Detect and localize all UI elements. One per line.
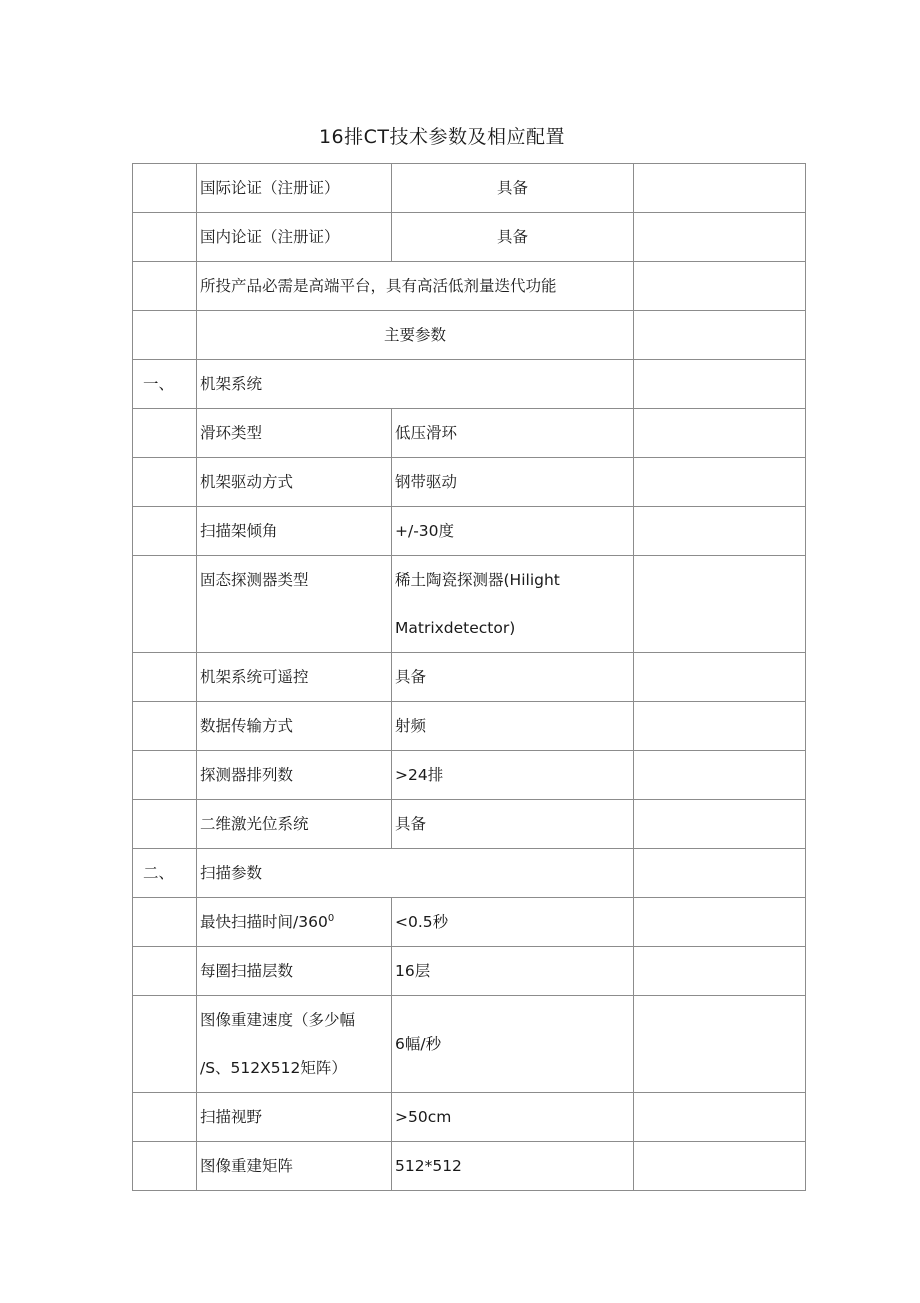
- value-cell: 钢带驱动: [392, 458, 634, 507]
- remark-cell: [634, 849, 806, 898]
- value-cell: 512*512: [392, 1142, 634, 1191]
- section-number: 二、: [133, 849, 197, 898]
- item-cell: [197, 996, 392, 1093]
- value-line: 稀土陶瓷探测器(Hilight: [395, 571, 560, 589]
- table-row: [133, 800, 806, 849]
- item-cell: 国际论证（注册证）: [197, 164, 392, 213]
- index-cell: [133, 702, 197, 751]
- section-heading: 主要参数: [197, 311, 634, 360]
- index-cell: [133, 996, 197, 1093]
- remark-cell: [634, 164, 806, 213]
- index-cell: [133, 1093, 197, 1142]
- index-cell: [133, 556, 197, 653]
- table-row: [133, 213, 806, 262]
- item-cell: 国内论证（注册证）: [197, 213, 392, 262]
- value-cell: 6幅/秒: [392, 996, 634, 1093]
- remark-cell: [634, 507, 806, 556]
- section-number: 一、: [133, 360, 197, 409]
- remark-cell: [634, 653, 806, 702]
- item-cell: 扫描视野: [197, 1093, 392, 1142]
- remark-cell: [634, 1142, 806, 1191]
- remark-cell: [634, 262, 806, 311]
- table-row: [133, 653, 806, 702]
- remark-cell: [634, 898, 806, 947]
- table-row: [133, 556, 806, 653]
- item-cell: 滑环类型: [197, 409, 392, 458]
- table-row: [133, 507, 806, 556]
- item-line: /S、512X512矩阵）: [200, 1059, 347, 1077]
- table-row: [133, 702, 806, 751]
- item-cell: [197, 898, 392, 947]
- section-title: 扫描参数: [197, 849, 634, 898]
- index-cell: [133, 507, 197, 556]
- item-cell: 图像重建矩阵: [197, 1142, 392, 1191]
- remark-cell: [634, 360, 806, 409]
- table-row: [133, 996, 806, 1093]
- index-cell: [133, 409, 197, 458]
- value-cell: 低压滑环: [392, 409, 634, 458]
- table-row: [133, 262, 806, 311]
- index-cell: [133, 898, 197, 947]
- index-cell: [133, 164, 197, 213]
- value-line: Matrixdetector): [395, 619, 516, 637]
- item-cell: 探测器排列数: [197, 751, 392, 800]
- value-cell: 16层: [392, 947, 634, 996]
- value-cell: 具备: [392, 800, 634, 849]
- remark-cell: [634, 800, 806, 849]
- table-row: [133, 458, 806, 507]
- remark-cell: [634, 311, 806, 360]
- table-row: [133, 164, 806, 213]
- remark-cell: [634, 702, 806, 751]
- index-cell: [133, 947, 197, 996]
- value-cell: 具备: [392, 164, 634, 213]
- index-cell: [133, 262, 197, 311]
- remark-cell: [634, 1093, 806, 1142]
- value-cell: [392, 556, 634, 653]
- table-row: [133, 1093, 806, 1142]
- item-cell: 机架系统可遥控: [197, 653, 392, 702]
- value-cell: 射频: [392, 702, 634, 751]
- value-cell: +/-30度: [392, 507, 634, 556]
- table-row: [133, 311, 806, 360]
- index-cell: [133, 1142, 197, 1191]
- item-cell: 数据传输方式: [197, 702, 392, 751]
- value-cell: 具备: [392, 213, 634, 262]
- table-row: [133, 898, 806, 947]
- index-cell: [133, 800, 197, 849]
- item-cell: 扫描架倾角: [197, 507, 392, 556]
- value-cell: >50cm: [392, 1093, 634, 1142]
- item-cell: 机架驱动方式: [197, 458, 392, 507]
- index-cell: [133, 311, 197, 360]
- degree-superscript: 0: [327, 912, 335, 924]
- item-cell: 二维激光位系统: [197, 800, 392, 849]
- index-cell: [133, 751, 197, 800]
- remark-cell: [634, 947, 806, 996]
- remark-cell: [634, 458, 806, 507]
- table-row: [133, 751, 806, 800]
- item-text: 最快扫描时间/360: [200, 913, 328, 931]
- value-cell: <0.5秒: [392, 898, 634, 947]
- page-title: 16排CT技术参数及相应配置: [318, 126, 566, 148]
- remark-cell: [634, 556, 806, 653]
- remark-cell: [634, 213, 806, 262]
- requirement-cell: 所投产品必需是高端平台，具有高活低剂量迭代功能: [197, 262, 634, 311]
- table-row: [133, 409, 806, 458]
- index-cell: [133, 653, 197, 702]
- remark-cell: [634, 409, 806, 458]
- table-row: [133, 1142, 806, 1191]
- index-cell: [133, 458, 197, 507]
- table-row: [133, 360, 806, 409]
- remark-cell: [634, 996, 806, 1093]
- spec-table: [132, 163, 806, 1191]
- item-cell: 每圈扫描层数: [197, 947, 392, 996]
- table-row: [133, 849, 806, 898]
- index-cell: [133, 213, 197, 262]
- table-row: [133, 947, 806, 996]
- item-cell: 固态探测器类型: [197, 556, 392, 653]
- remark-cell: [634, 751, 806, 800]
- item-line: 图像重建速度（多少幅: [200, 1011, 356, 1029]
- section-title: 机架系统: [197, 360, 634, 409]
- value-cell: 具备: [392, 653, 634, 702]
- value-cell: >24排: [392, 751, 634, 800]
